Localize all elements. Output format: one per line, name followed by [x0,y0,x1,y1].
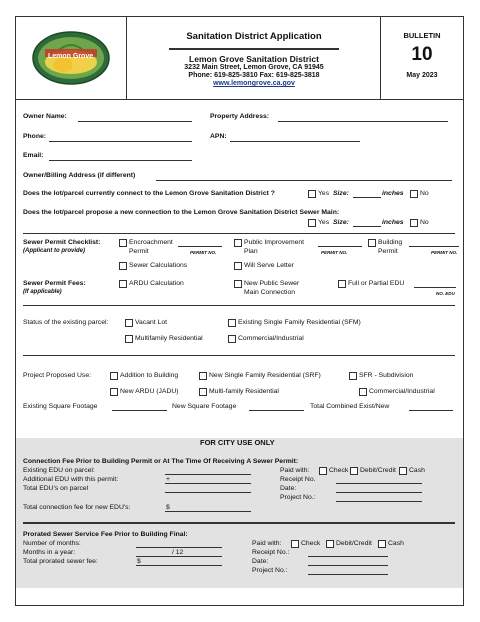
checklist-sub: (Applicant to provide) [23,248,85,254]
prorated-check-checkbox[interactable] [291,540,299,548]
project-no-field[interactable] [336,501,422,502]
prorated-receipt-field[interactable] [308,556,388,557]
prorated-title: Prorated Sewer Service Fee Prior to Building Final: [23,531,188,538]
connection-fee-title: Connection Fee Prior to Building Permit or At The Time Of Receiving A Sewer Permit: [23,458,299,465]
prorated-cash-checkbox[interactable] [378,540,386,548]
paid-check-label: Check [329,467,349,474]
sfr-subdivision-label: SFR - Subdivision [359,372,414,379]
new-srf-checkbox[interactable] [199,372,207,380]
existing-sqft-field[interactable] [112,410,167,411]
public-improvement-checkbox[interactable] [234,239,242,247]
vacant-lot-checkbox[interactable] [125,319,133,327]
current-connection-question: Does the lot/parcel currently connect to the Lemon Grove Sanitation District ? [23,190,275,197]
current-no-label: No [420,190,429,197]
total-combined-label: Total Combined Exist/New [310,403,390,410]
prorated-cash-label: Cash [388,540,404,547]
form-title: Sanitation District Application [186,31,322,42]
prorated-paid-with-label: Paid with: [252,540,282,547]
sewer-calc-label: Sewer Calculations [129,262,188,269]
ardu-label: ARDU Calculation [129,280,184,287]
current-yes-label: Yes [318,190,330,197]
prorated-dollar: $ [137,558,141,565]
org-address: 3232 Main Street, Lemon Grove, CA 91945 [184,64,324,71]
public-improvement-permit-no: PERMIT NO. [321,250,348,255]
existing-sfm-label: Existing Single Family Residential (SFM) [238,319,361,326]
paid-cash-label: Cash [409,467,425,474]
bulletin-date: May 2023 [406,72,438,79]
billing-address-field[interactable] [156,180,452,181]
total-edu-label: Total EDU's on parcel [23,485,89,492]
will-serve-label: Will Serve Letter [244,262,294,269]
prorated-debit-label: Debit/Credit [336,540,372,547]
total-combined-field[interactable] [409,410,453,411]
fees-sub: (If applicable) [23,289,62,295]
logo-cell [16,17,127,99]
total-connection-field[interactable] [165,511,251,512]
vacant-lot-label: Vacant Lot [135,319,167,326]
fees-label: Sewer Permit Fees: [23,280,86,287]
new-size-label: Size: [333,219,349,226]
billing-address-label: Owner/Billing Address (if different) [23,172,136,179]
title-rule [169,48,339,50]
org-phone-fax: Phone: 619-825-3810 Fax: 619-825-3818 [188,72,320,79]
prorated-debit-checkbox[interactable] [326,540,334,548]
city-use-title: FOR CITY USE ONLY [200,438,275,447]
total-prorated-field[interactable] [136,565,222,566]
new-ardu-label: New ARDU (JADU) [120,388,179,395]
sfr-subdivision-checkbox[interactable] [349,372,357,380]
paid-debit-checkbox[interactable] [350,467,358,475]
owner-name-field[interactable] [78,121,192,122]
date-field[interactable] [336,492,422,493]
current-no-checkbox[interactable] [410,190,418,198]
multifamily-label: Multifamily Residential [135,335,203,342]
ardu-checkbox[interactable] [119,280,127,288]
will-serve-checkbox[interactable] [234,262,242,270]
twelve-label: / 12 [172,549,184,556]
new-yes-checkbox[interactable] [308,219,316,227]
new-inches-label: inches [382,219,404,226]
bulletin-number: 10 [411,44,433,65]
encroachment-permit-label: Permit [129,248,149,255]
project-commercial-checkbox[interactable] [359,388,367,396]
public-improvement-field[interactable] [318,246,362,247]
application-form [15,16,464,606]
logo-text: Lemon Grove [48,53,94,60]
paid-debit-label: Debit/Credit [360,467,396,474]
divider-2 [23,305,455,306]
phone-label: Phone: [23,133,47,140]
new-no-checkbox[interactable] [410,219,418,227]
public-improvement-plan: Plan [244,248,258,255]
new-public-sewer-label: New Public Sewer [244,280,300,287]
public-improvement-label: Public Improvement [244,239,305,246]
months-year-field[interactable] [136,556,222,557]
additional-edu-field[interactable] [165,483,251,484]
new-ardu-checkbox[interactable] [110,388,118,396]
divider-3 [23,355,455,356]
additional-edu-label: Additional EDU with this permit: [23,476,119,483]
current-size-field[interactable] [353,197,381,198]
property-address-field[interactable] [278,121,448,122]
encroachment-label: Encroachment [129,239,173,246]
project-label: Project Proposed Use: [23,372,92,379]
paid-check-checkbox[interactable] [319,467,327,475]
email-field[interactable] [49,160,192,161]
apn-field[interactable] [230,141,360,142]
num-months-label: Number of months: [23,540,81,547]
num-months-field[interactable] [136,547,222,548]
multifamily-checkbox[interactable] [125,335,133,343]
new-connection-question: Does the lot/parcel propose a new connection to the Lemon Grove Sanitation District Sewer Main: [23,209,340,216]
building-label: Building [378,239,403,246]
building-permit-field[interactable] [409,246,459,247]
building-permit-label: Permit [378,248,398,255]
website-link[interactable]: www.lemongrove.ca.gov [213,80,295,87]
new-no-label: No [420,219,429,226]
full-partial-edu-label: Full or Partial EDU [348,280,405,287]
phone-field[interactable] [49,141,192,142]
apn-label: APN: [210,133,227,140]
plus-sign: + [166,476,170,483]
date-label: Date: [280,485,297,492]
header-title-cell [127,17,381,99]
prorated-project-label: Project No.: [252,567,288,574]
building-permit-no: PERMIT NO. [431,250,458,255]
addition-checkbox[interactable] [110,372,118,380]
current-size-label: Size: [333,190,349,197]
prorated-date-label: Date: [252,558,269,565]
paid-cash-checkbox[interactable] [399,467,407,475]
current-yes-checkbox[interactable] [308,190,316,198]
email-label: Email: [23,152,44,159]
new-srf-label: New Single Family Residential (SRF) [209,372,321,379]
new-sqft-label: New Square Footage [172,403,237,410]
org-name: Lemon Grove Sanitation District [189,54,319,64]
city-divider [23,522,455,524]
new-public-sewer-checkbox[interactable] [234,280,242,288]
total-prorated-label: Total prorated sewer fee: [23,558,98,565]
multi-family-label: Multi-family Residential [209,388,279,395]
connection-dollar: $ [166,504,170,511]
no-edu-label: NO. EDU [436,291,455,296]
edu-count-field[interactable] [414,287,456,288]
prorated-receipt-label: Receipt No.: [252,549,290,556]
prorated-date-field[interactable] [308,565,388,566]
existing-edu-label: Existing EDU on parcel: [23,467,95,474]
existing-sfm-checkbox[interactable] [228,319,236,327]
new-yes-label: Yes [318,219,330,226]
receipt-field[interactable] [336,483,422,484]
main-connection-label: Main Connection [244,289,296,296]
prorated-project-field[interactable] [308,574,388,575]
addition-label: Addition to Building [120,372,179,379]
owner-name-label: Owner Name: [23,113,67,120]
current-inches-label: inches [382,190,404,197]
commercial-checkbox[interactable] [228,335,236,343]
encroachment-checkbox[interactable] [119,239,127,247]
months-year-label: Months in a year: [23,549,76,556]
new-size-field[interactable] [353,226,381,227]
encroachment-permit-no: PERMIT NO. [190,250,217,255]
status-label: Status of the existing parcel: [23,319,109,326]
full-partial-edu-checkbox[interactable] [338,280,346,288]
property-address-label: Property Address: [210,113,270,120]
new-sqft-field[interactable] [249,410,304,411]
multi-family-checkbox[interactable] [199,388,207,396]
encroachment-permit-field[interactable] [178,246,222,247]
divider-1 [23,233,455,234]
form-header [16,17,463,100]
total-connection-label: Total connection fee for new EDU's: [23,504,131,511]
building-checkbox[interactable] [368,239,376,247]
checklist-label: Sewer Permit Checklist: [23,239,101,246]
bulletin-cell [380,17,463,99]
commercial-label: Commercial/Industrial [238,335,304,342]
project-commercial-label: Commercial/Industrial [369,388,435,395]
receipt-label: Receipt No. [280,476,316,483]
bulletin-label: BULLETIN [403,31,441,40]
sewer-calc-checkbox[interactable] [119,262,127,270]
total-edu-field[interactable] [165,492,251,493]
existing-sqft-label: Existing Square Footage [23,403,98,410]
existing-edu-field[interactable] [165,474,251,475]
prorated-check-label: Check [301,540,321,547]
paid-with-label: Paid with: [280,467,310,474]
project-no-label: Project No.: [280,494,316,501]
